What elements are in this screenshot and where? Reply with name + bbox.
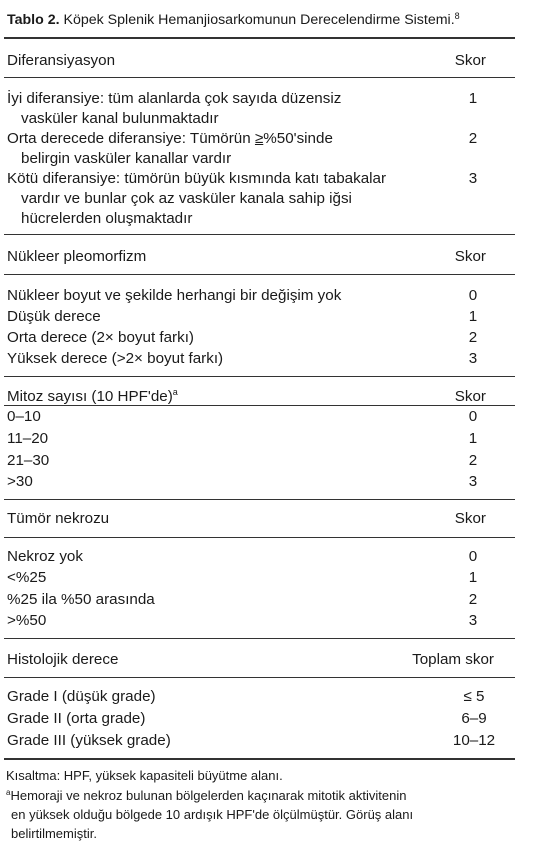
row-score: 3 xyxy=(468,612,478,629)
row-score: 0 xyxy=(468,548,478,565)
row-label: 11–20 xyxy=(7,430,49,447)
section-rule xyxy=(4,234,515,235)
score-header-tumor-necrosis: Skor xyxy=(454,510,486,527)
row-label: Düşük derece xyxy=(7,308,101,325)
section-rule xyxy=(4,638,515,639)
section-rule xyxy=(4,77,515,78)
section-rule xyxy=(4,677,515,678)
row-score: 2 xyxy=(468,591,478,608)
row-label: Nükleer boyut ve şekilde herhangi bir değişim yok xyxy=(7,287,342,304)
row-score: 2 xyxy=(468,452,478,469)
section-header-differentiation: Diferansiyasyon xyxy=(7,52,116,69)
row-score: 1 xyxy=(468,90,478,107)
row-score: 10–12 xyxy=(452,732,496,749)
section-rule xyxy=(4,499,515,500)
greater-equal-symbol: ≥ xyxy=(254,130,264,147)
section-header-histologic-grade: Histolojik derece xyxy=(7,651,119,668)
row-score: 0 xyxy=(468,287,478,304)
row-label-continuation: vardır ve bunlar çok az vasküler kanala sahip iğsi xyxy=(21,190,352,207)
section-header-nuclear-pleomorphism: Nükleer pleomorfizm xyxy=(7,248,147,265)
row-label: <%25 xyxy=(7,569,47,586)
table-title-text: Köpek Splenik Hemanjiosarkomunun Derecelendirme Sistemi. xyxy=(63,12,455,28)
row-score: 3 xyxy=(468,350,478,367)
row-score: 1 xyxy=(468,308,478,325)
footnote-line: Hemoraji ve nekroz bulunan bölgelerden kaçınarak mitotik aktivitenin xyxy=(10,788,407,803)
row-score: 3 xyxy=(468,170,478,187)
section-rule xyxy=(4,376,515,377)
table-bottom-rule xyxy=(4,758,515,760)
row-label: Grade I (düşük grade) xyxy=(7,688,156,705)
row-label: Yüksek derece (>2× boyut farkı) xyxy=(7,350,224,367)
row-label: Nekroz yok xyxy=(7,548,83,565)
row-score: 2 xyxy=(468,329,478,346)
row-score: 6–9 xyxy=(461,710,487,727)
section-header-text: Mitoz sayısı (10 HPF'de) xyxy=(7,388,173,405)
score-header-nuclear-pleomorphism: Skor xyxy=(454,248,486,265)
footnote-abbreviation: Kısaltma: HPF, yüksek kapasiteli büyütme alanı. xyxy=(6,768,283,783)
table-title xyxy=(7,11,535,29)
footnote-marker: a xyxy=(6,788,11,797)
table-title-label: Tablo 2. xyxy=(7,12,60,28)
row-score: 2 xyxy=(468,130,478,147)
row-score: 3 xyxy=(468,473,478,490)
row-label-part: %50'sinde xyxy=(263,130,333,147)
row-score: 1 xyxy=(468,430,478,447)
row-label: %25 ila %50 arasında xyxy=(7,591,155,608)
row-label: >30 xyxy=(7,473,33,490)
footnote-line: belirtilmemiştir. xyxy=(11,826,97,841)
table-top-rule xyxy=(4,37,515,39)
row-score: 0 xyxy=(468,408,478,425)
row-label-part: Orta derecede diferansiye: Tümörün xyxy=(7,130,251,147)
row-label: 0–10 xyxy=(7,408,41,425)
section-header-tumor-necrosis: Tümör nekrozu xyxy=(7,510,110,527)
score-header-mitotic-count: Skor xyxy=(454,388,486,405)
row-score: 1 xyxy=(468,569,478,586)
section-header-mitotic-count xyxy=(7,387,178,407)
footnote-line: en yüksek olduğu bölgede 10 ardışık HPF'de ölçülmüştür. Görüş alanı xyxy=(11,807,414,822)
row-label-continuation: belirgin vasküler kanallar vardır xyxy=(21,150,232,167)
score-header-differentiation: Skor xyxy=(454,52,486,69)
table-title-reference: 8 xyxy=(454,11,460,21)
row-label-continuation: hücrelerden oluşmaktadır xyxy=(21,210,193,227)
footnote-marker: a xyxy=(172,387,178,397)
row-label-continuation: vasküler kanal bulunmaktadır xyxy=(21,110,219,127)
section-rule xyxy=(4,405,515,406)
row-label: Kötü diferansiye: tümörün büyük kısmında katı tabakalar xyxy=(7,170,387,187)
row-label: Grade III (yüksek grade) xyxy=(7,732,171,749)
row-label xyxy=(7,129,333,149)
row-label: >%50 xyxy=(7,612,47,629)
row-label: Grade II (orta grade) xyxy=(7,710,146,727)
row-score: ≤ 5 xyxy=(463,688,485,705)
row-label: 21–30 xyxy=(7,452,50,469)
row-label: İyi diferansiye: tüm alanlarda çok sayıda düzensiz xyxy=(7,90,342,107)
section-rule xyxy=(4,537,515,538)
score-header-total-score: Toplam skor xyxy=(412,651,494,668)
section-rule xyxy=(4,274,515,275)
footnote-a xyxy=(6,787,511,805)
row-label: Orta derece (2× boyut farkı) xyxy=(7,329,194,346)
